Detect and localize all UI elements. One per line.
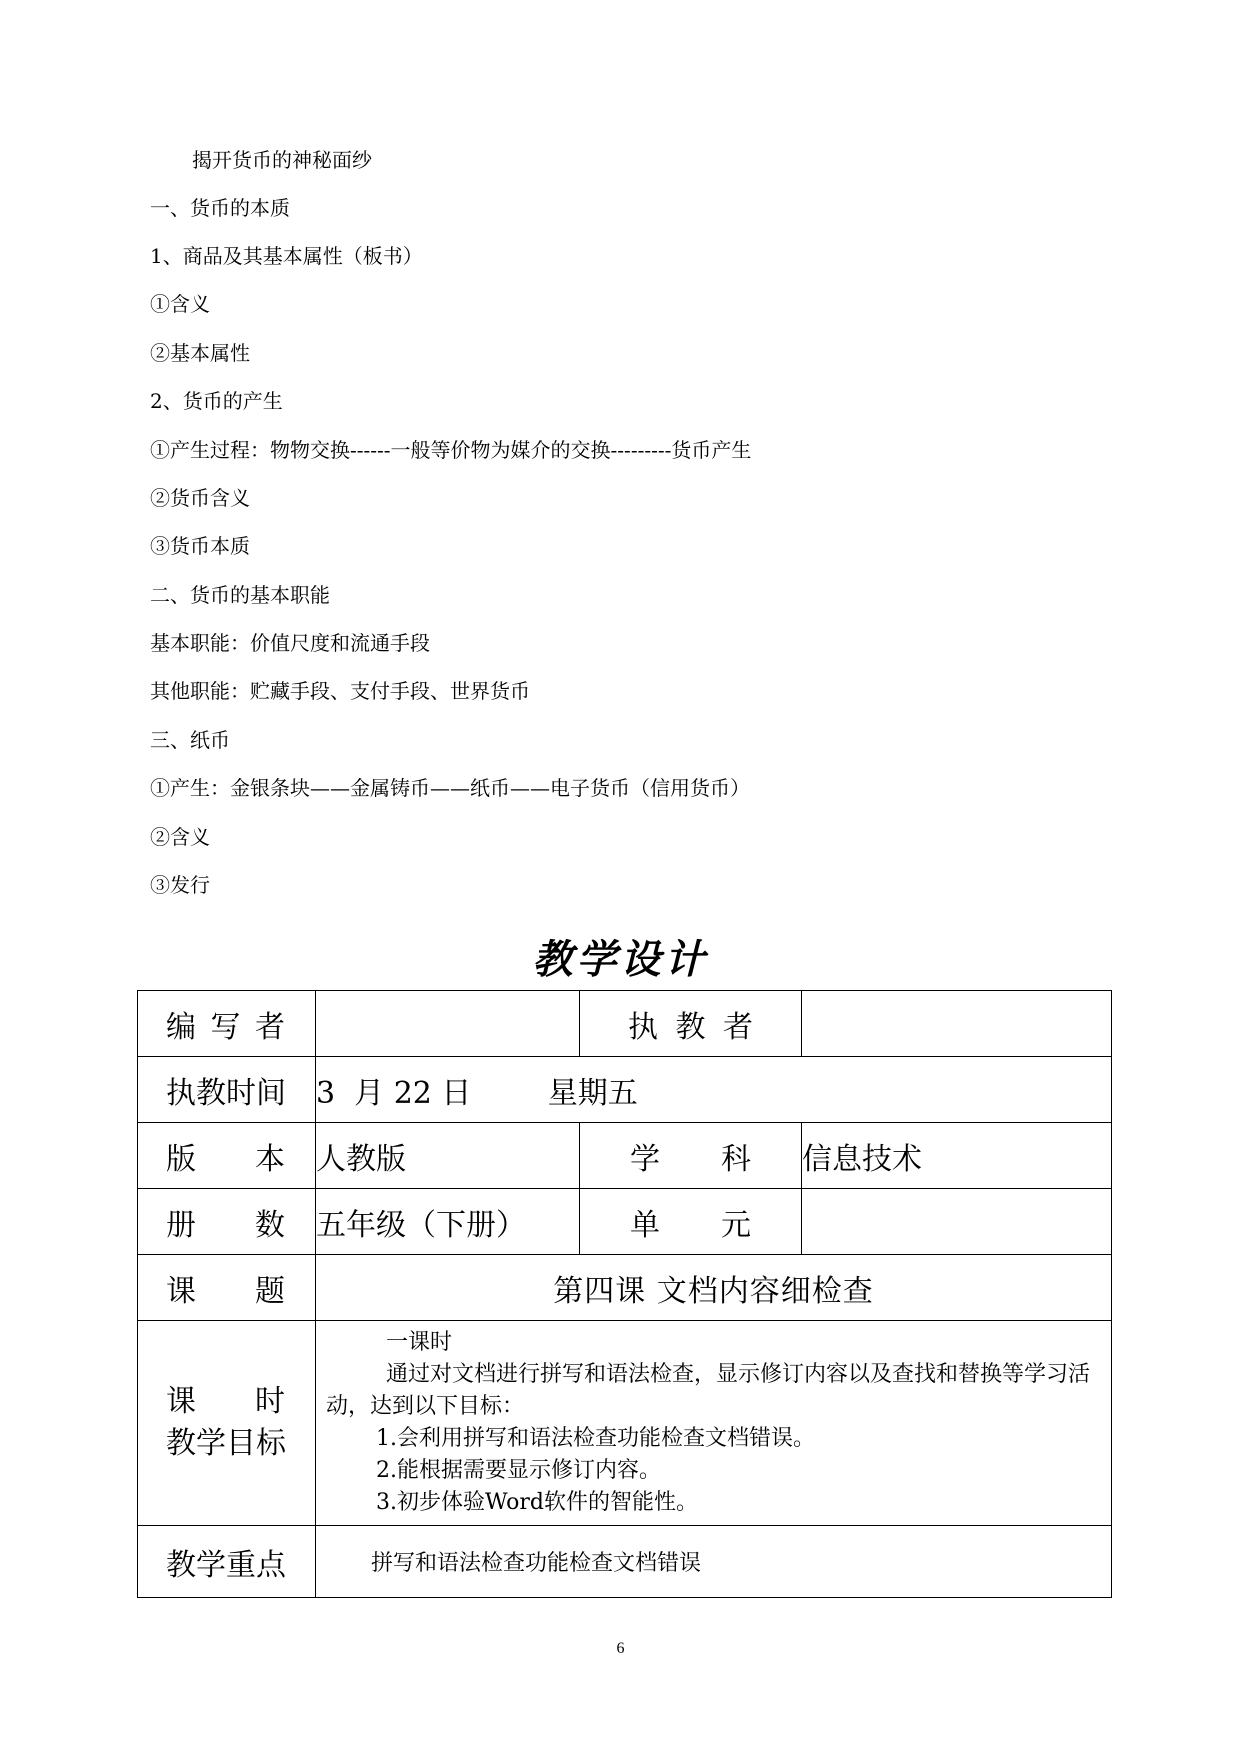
- volume-label: 册 数: [138, 1189, 316, 1255]
- goal-line: 1.会利用拼写和语法检查功能检查文档错误。: [376, 1426, 815, 1451]
- lesson-plan-table: [137, 990, 1112, 1598]
- table-row: [138, 1189, 1112, 1255]
- topic-value: 第四课 文档内容细检查: [316, 1255, 1112, 1321]
- key-point-label: 教学重点: [138, 1526, 316, 1598]
- page-number: 6: [616, 1640, 625, 1657]
- outline-line: ③货币本质: [150, 534, 250, 558]
- table-row: [138, 1123, 1112, 1189]
- unit-label: 单 元: [580, 1189, 802, 1255]
- goal-line: 3.初步体验Word软件的智能性。: [376, 1490, 698, 1515]
- author-label: 编 写 者: [138, 991, 316, 1057]
- subject-value: 信息技术: [802, 1123, 1112, 1189]
- goal-line: 2.能根据需要显示修订内容。: [376, 1458, 661, 1483]
- teacher-value: [802, 991, 1112, 1057]
- outline-line: 1、商品及其基本属性（板书）: [150, 244, 423, 268]
- outline-line: 二、货币的基本职能: [150, 583, 330, 607]
- teacher-label: 执 教 者: [580, 991, 802, 1057]
- table-row: [138, 1321, 1112, 1526]
- goal-line: 通过对文档进行拼写和语法检查，显示修订内容以及查找和替换等学习活动，达到以下目标：: [326, 1362, 1091, 1419]
- key-point-value: 拼写和语法检查功能检查文档错误: [316, 1526, 1112, 1598]
- table-row: [138, 1057, 1112, 1123]
- edition-label: 版 本: [138, 1123, 316, 1189]
- outline-line: 基本职能：价值尺度和流通手段: [150, 631, 430, 655]
- goals-content: [316, 1321, 1112, 1526]
- time-value: 3 月 22 日 星期五: [316, 1057, 1112, 1123]
- table-row: [138, 1526, 1112, 1598]
- edition-value: 人教版: [316, 1123, 580, 1189]
- outline-line: ①含义: [150, 292, 210, 316]
- outline-line: 2、货币的产生: [150, 389, 283, 413]
- outline-line: 其他职能：贮藏手段、支付手段、世界货币: [150, 679, 530, 703]
- topic-label: 课 题: [138, 1255, 316, 1321]
- outline-line: ②含义: [150, 825, 210, 849]
- author-value: [316, 991, 580, 1057]
- outline-line: 一、货币的本质: [150, 196, 290, 220]
- outline-title: 揭开货币的神秘面纱: [192, 148, 372, 172]
- subject-label: 学 科: [580, 1123, 802, 1189]
- time-label: 执教时间: [138, 1057, 316, 1123]
- goal-line: 一课时: [386, 1330, 453, 1355]
- volume-value: 五年级（下册）: [316, 1189, 580, 1255]
- outline-line: ①产生：金银条块——金属铸币——纸币——电子货币（信用货币）: [150, 776, 750, 800]
- outline-line: 三、纸币: [150, 728, 230, 752]
- table-row: [138, 991, 1112, 1057]
- outline-line: ③发行: [150, 873, 210, 897]
- outline-line: ②基本属性: [150, 341, 250, 365]
- table-row: [138, 1255, 1112, 1321]
- outline-line: ②货币含义: [150, 486, 250, 510]
- outline-line: ①产生过程：物物交换------一般等价物为媒介的交换---------货币产生: [150, 438, 752, 462]
- goals-label: 课 时 教学目标: [138, 1321, 316, 1526]
- design-title: 教学设计: [532, 936, 709, 983]
- unit-value: [802, 1189, 1112, 1255]
